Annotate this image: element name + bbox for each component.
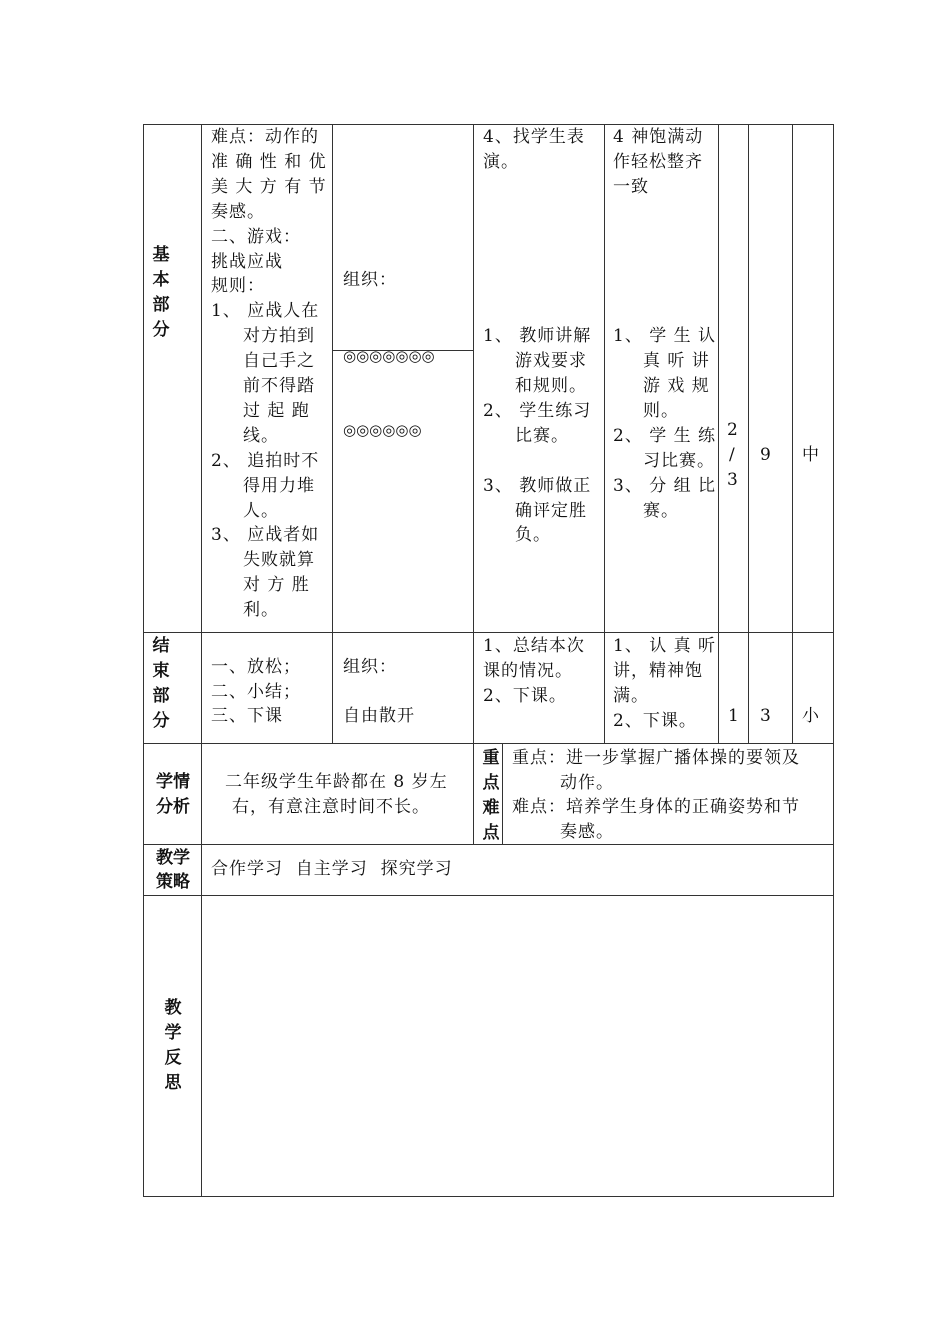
row-divider — [143, 895, 834, 896]
basic-content-line: 自己手之 — [243, 351, 315, 371]
section-label-ending: 结束部分 — [152, 636, 170, 731]
basic-teacher-line: 1、 教师讲解 — [483, 326, 592, 346]
col-divider — [502, 743, 503, 844]
basic-teacher-line: 4、找学生表 — [483, 127, 585, 147]
basic-student-line: 习比赛。 — [643, 451, 715, 471]
key-point-2: 难点：培养学生身体的正确姿势和节 — [512, 797, 800, 817]
ending-student-3: 满。 — [613, 686, 649, 706]
basic-content-line: 美 大 方 有 节 — [211, 177, 327, 197]
ending-teacher-1: 1、总结本次 — [483, 636, 585, 656]
basic-teacher-line: 比赛。 — [515, 426, 569, 446]
basic-content-line: 奏感。 — [211, 202, 265, 222]
basic-student-line: 一致 — [613, 177, 649, 197]
basic-teacher-line: 3、 教师做正 — [483, 476, 592, 496]
basic-times-2: / — [729, 445, 736, 465]
basic-content-line: 难点：动作的 — [211, 127, 319, 147]
section-label-analysis-1: 学情 — [156, 772, 190, 792]
basic-content-line: 3、 应战者如 — [211, 525, 320, 545]
section-label-strategy-1: 教学 — [156, 848, 190, 868]
organization-label: 组织： — [343, 270, 397, 290]
basic-times-1: 2 — [727, 420, 739, 440]
basic-teacher-line: 演。 — [483, 152, 519, 172]
ending-organization-label: 组织： — [343, 657, 397, 677]
col-divider — [604, 124, 605, 744]
basic-content-line: 二、游戏： — [211, 227, 301, 247]
basic-intensity: 中 — [802, 445, 820, 465]
basic-teacher-line: 和规则。 — [515, 376, 587, 396]
section-label-reflection: 教学反思 — [164, 998, 182, 1093]
basic-teacher-line: 负。 — [515, 525, 551, 545]
key-point-1-cont: 动作。 — [560, 773, 614, 793]
basic-content-line: 准 确 性 和 优 — [211, 152, 327, 172]
basic-student-line: 赛。 — [643, 501, 679, 521]
basic-content-line: 前不得踏 — [243, 376, 315, 396]
basic-student-line: 4 神饱满动 — [613, 127, 704, 147]
ending-content-1: 一、放松； — [211, 657, 301, 677]
key-point-2-cont: 奏感。 — [560, 822, 614, 842]
col-divider — [718, 124, 719, 744]
basic-teacher-line: 2、 学生练习 — [483, 401, 592, 421]
basic-teacher-line: 确评定胜 — [515, 501, 587, 521]
formation-row-1: ◎◎◎◎◎◎◎ — [343, 347, 435, 365]
row-divider — [143, 743, 834, 744]
basic-student-line: 游 戏 规 — [643, 376, 710, 396]
col-divider — [473, 124, 474, 844]
section-label-strategy-2: 策略 — [156, 872, 190, 892]
basic-student-line: 作轻松整齐 — [613, 152, 703, 172]
section-label-basic: 基本部分 — [152, 245, 170, 340]
basic-minutes: 9 — [760, 445, 772, 465]
ending-student-4: 2、下课。 — [613, 711, 697, 731]
basic-content-line: 人。 — [243, 501, 279, 521]
basic-content-line: 得用力堆 — [243, 476, 315, 496]
basic-content-line: 失败就算 — [243, 550, 315, 570]
ending-teacher-2: 课的情况。 — [483, 661, 573, 681]
ending-organization: 自由散开 — [343, 706, 415, 726]
analysis-text-1: 二年级学生年龄都在 8 岁左 — [225, 772, 448, 792]
basic-content-line: 对方拍到 — [243, 326, 315, 346]
basic-content-line: 对 方 胜 — [243, 575, 310, 595]
basic-content-line: 过 起 跑 — [243, 401, 310, 421]
ending-teacher-3: 2、下课。 — [483, 686, 567, 706]
basic-content-line: 1、 应战人在 — [211, 301, 320, 321]
basic-student-line: 3、 分 组 比 — [613, 476, 717, 496]
ending-student-1: 1、 认 真 听 — [613, 636, 717, 656]
key-points-label: 重点难点 — [482, 748, 500, 843]
ending-intensity: 小 — [802, 706, 820, 726]
col-divider — [792, 124, 793, 744]
strategy-text: 合作学习 自主学习 探究学习 — [211, 859, 453, 879]
ending-content-3: 三、下课 — [211, 706, 283, 726]
ending-content-2: 二、小结； — [211, 682, 301, 702]
col-divider — [332, 124, 333, 744]
basic-student-line: 2、 学 生 练 — [613, 426, 717, 446]
ending-times: 1 — [728, 706, 740, 726]
basic-teacher-line: 游戏要求 — [515, 351, 587, 371]
section-label-analysis-2: 分析 — [156, 797, 190, 817]
basic-student-line: 1、 学 生 认 — [613, 326, 717, 346]
basic-content-line: 线。 — [243, 426, 279, 446]
formation-row-2: ◎◎◎◎◎◎ — [343, 421, 422, 439]
ending-student-2: 讲，精神饱 — [613, 661, 703, 681]
row-divider — [143, 632, 834, 633]
col-divider — [748, 124, 749, 744]
basic-content-line: 挑战应战 — [211, 252, 283, 272]
basic-times-3: 3 — [727, 470, 739, 490]
basic-content-line: 利。 — [243, 600, 279, 620]
basic-student-line: 真 听 讲 — [643, 351, 710, 371]
basic-content-line: 规则： — [211, 276, 265, 296]
basic-student-line: 则。 — [643, 401, 679, 421]
analysis-text-2: 右，有意注意时间不长。 — [232, 797, 430, 817]
key-point-1: 重点：进一步掌握广播体操的要领及 — [512, 748, 800, 768]
basic-content-line: 2、 追拍时不 — [211, 451, 320, 471]
col-divider — [201, 124, 202, 1197]
ending-minutes: 3 — [760, 706, 772, 726]
